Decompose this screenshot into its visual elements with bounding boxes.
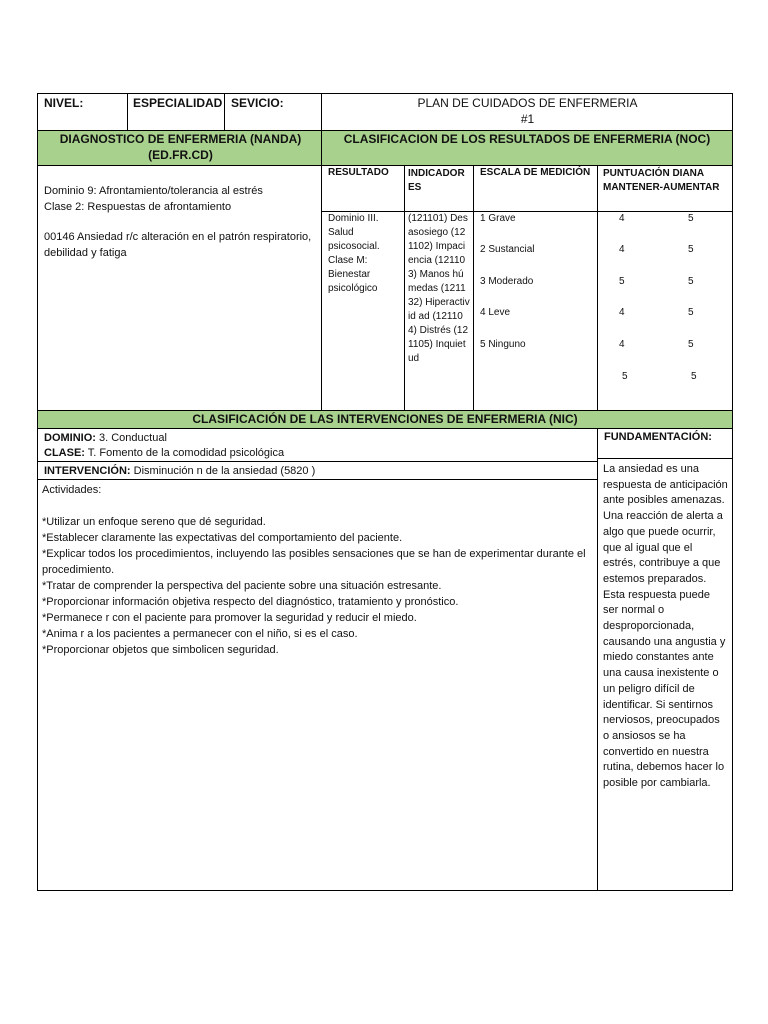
actividad-item: *Proporcionar información objetiva respecto del diagnóstico, tratamiento y pronóstico.: [42, 596, 459, 608]
nic-dominio-label: DOMINIO:: [44, 432, 96, 444]
mantener-1: 4: [619, 213, 625, 224]
fundamentacion-label: FUNDAMENTACIÓN:: [604, 431, 712, 443]
col-resultado: RESULTADO: [328, 167, 389, 178]
nic-clase-label: CLASE:: [44, 447, 85, 459]
actividad-item: *Establecer claramente las expectativas del comportamiento del paciente.: [42, 532, 403, 544]
escala-1: 1 Grave: [480, 213, 516, 224]
aumentar-3: 5: [688, 276, 694, 287]
nic-clase-value: T. Fomento de la comodidad psicológica: [84, 447, 285, 459]
nic-intervencion: [44, 463, 315, 479]
nanda-title: DIAGNOSTICO DE ENFERMERIA (NANDA) (ED.FR.CD): [59, 132, 302, 162]
actividad-item: *Proporcionar objetos que simbolicen seguridad.: [42, 644, 279, 656]
actividad-item: *Anima r a los pacientes a permanecer con el niño, si es el caso.: [42, 628, 358, 640]
escala-3: 3 Moderado: [480, 276, 534, 287]
aumentar-5: 5: [688, 339, 694, 350]
especialidad-label: ESPECIALIDAD: [133, 96, 223, 110]
nic-dominio: [44, 430, 167, 446]
col-indicadores: INDICADOR ES: [408, 168, 465, 193]
aumentar-2: 5: [688, 244, 694, 255]
actividades-block: [42, 482, 592, 658]
mantener-6: 5: [622, 371, 628, 382]
plan-title-text: PLAN DE CUIDADOS DE ENFERMERIA: [417, 96, 638, 110]
actividad-item: *Permanece r con el paciente para promover la seguridad y reducir el miedo.: [42, 612, 417, 624]
actividades-label: Actividades:: [42, 484, 102, 496]
diagnosis-text: 00146 Ansiedad r/c alteración en el patrón respiratorio, debilidad y fatiga: [44, 231, 312, 259]
mantener-4: 4: [619, 307, 625, 318]
noc-resultado: Dominio III. Salud psicosocial. Clase M: Bienestar psicológico: [328, 213, 380, 294]
nivel-label: NIVEL:: [44, 96, 84, 110]
nic-intervencion-label: INTERVENCIÓN:: [44, 465, 131, 477]
diagnosis-clase: Clase 2: Respuestas de afrontamiento: [44, 201, 232, 213]
actividad-item: *Explicar todos los procedimientos, incluyendo las posibles sensaciones que se han de experimentar durante el procedimiento.: [42, 548, 586, 576]
noc-title: CLASIFICACION DE LOS RESULTADOS DE ENFERMERIA (NOC): [343, 132, 711, 146]
mantener-3: 5: [619, 276, 625, 287]
plan-title: [322, 95, 733, 127]
fundamentacion-text: La ansiedad es una respuesta de anticipación ante posibles amenazas. Una reacción de alerta a algo que puede ocurrir, que al igual que el estrés, contribuye a que estemos preparados. Esta respuesta puede ser normal o desproporcionada, causando una angustia y miedo constantes ante una causa inexistente o un peligro difícil de identificar. Si sentirnos nerviosos, preocupados o ansiosos se ha convertido en nuestra rutina, debemos hacer lo posible por cambiarla.: [603, 463, 728, 790]
aumentar-1: 5: [688, 213, 694, 224]
col-puntuacion: PUNTUACIÓN DIANA MANTENER-AUMENTAR: [603, 168, 720, 193]
escala-5: 5 Ninguno: [480, 339, 526, 350]
nic-intervencion-value: Disminución n de la ansiedad (5820 ): [130, 465, 316, 477]
nic-clase: [44, 445, 284, 461]
actividad-item: *Utilizar un enfoque sereno que dé seguridad.: [42, 516, 266, 528]
nic-title: CLASIFICACIÓN DE LAS INTERVENCIONES DE ENFERMERIA (NIC): [192, 412, 578, 426]
servicio-label: SEVICIO:: [231, 96, 284, 110]
nic-dominio-value: 3. Conductual: [95, 432, 167, 444]
diagnosis-dominio: Dominio 9: Afrontamiento/tolerancia al estrés: [44, 185, 263, 197]
mantener-2: 4: [619, 244, 625, 255]
col-escala: ESCALA DE MEDICIÓN: [480, 167, 591, 178]
noc-indicadores: (121101) Desasosiego (121102) Impaciencia (121103) Manos húmedas (121132) Hiperactivid ad (121104) Distrés (121105) Inquietud: [408, 213, 470, 364]
actividad-item: *Tratar de comprender la perspectiva del paciente sobre una situación estresante.: [42, 580, 442, 592]
aumentar-6: 5: [691, 371, 697, 382]
aumentar-4: 5: [688, 307, 694, 318]
diagnosis-block: [44, 183, 314, 261]
escala-2: 2 Sustancial: [480, 244, 535, 255]
escala-4: 4 Leve: [480, 307, 511, 318]
mantener-5: 4: [619, 339, 625, 350]
plan-number: #1: [520, 112, 535, 126]
